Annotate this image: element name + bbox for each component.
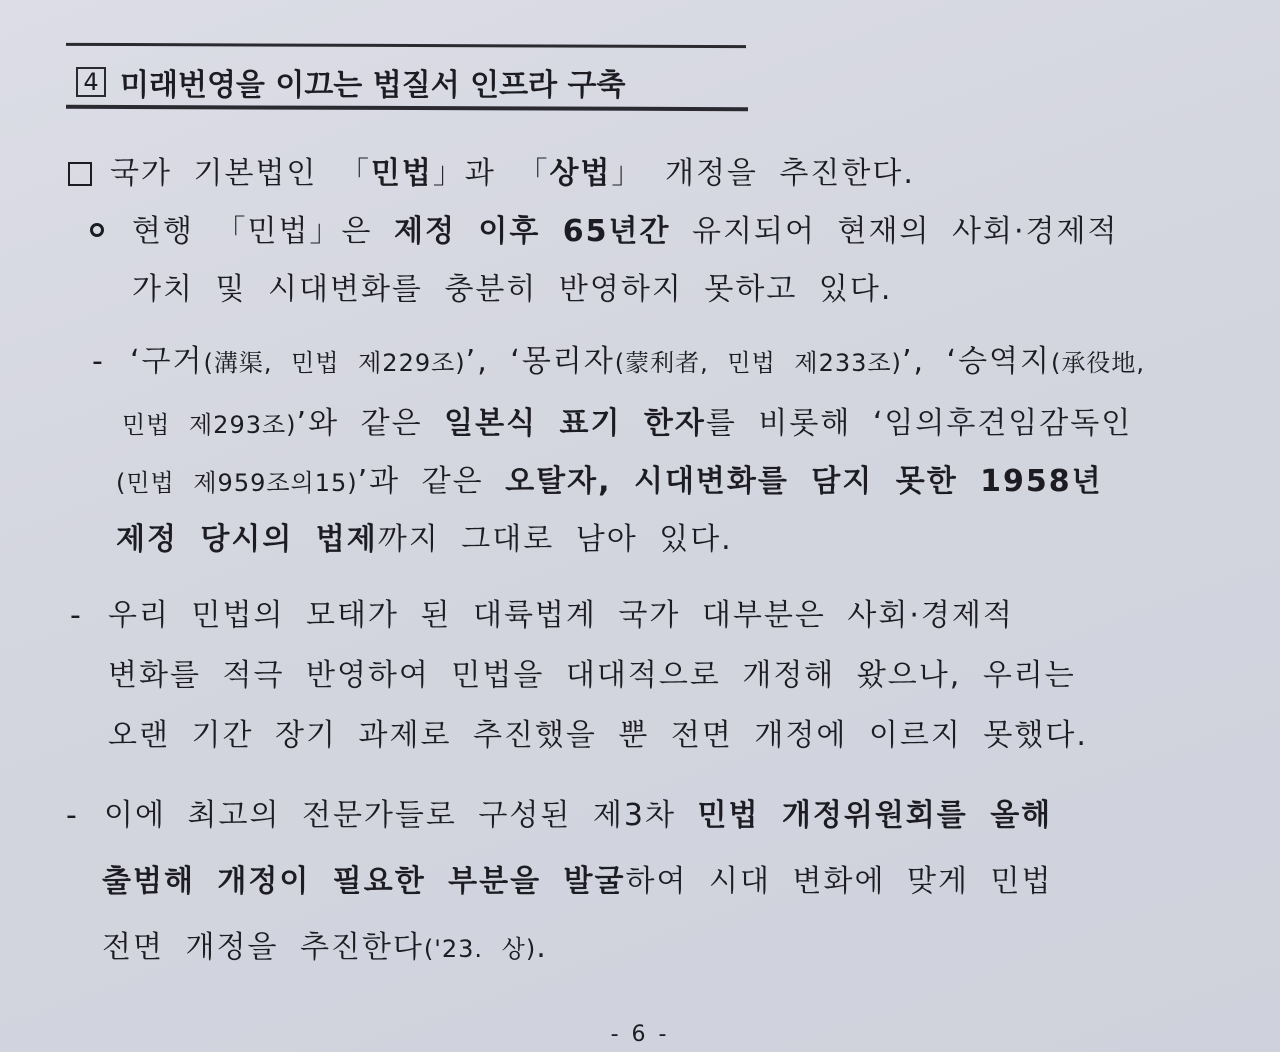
heading-commercial-law: 상법 xyxy=(549,156,612,191)
sub3-line1 xyxy=(66,790,1052,834)
page-number: - 6 - xyxy=(610,1022,670,1047)
sub3-l3-note: ('23. 상) xyxy=(423,935,537,963)
sub3-line3 xyxy=(102,922,548,966)
heading-text-2: 」과 「 xyxy=(432,156,550,191)
sub1-line1 xyxy=(92,336,1145,380)
sub1-l2-note: 민법 제293조) xyxy=(122,411,297,439)
sub1-l1-c: ’, ‘승역지 xyxy=(901,344,1052,379)
section-number: 4 xyxy=(76,67,106,97)
point1-line2: 가치 및 시대변화를 충분히 반영하지 못하고 있다. xyxy=(132,272,893,307)
point1-text-a: 현행 「민법」은 xyxy=(132,214,394,249)
sub1-l1-b: ’, ‘몽리자 xyxy=(465,344,615,379)
point1-text-bold: 제정 이후 65년간 xyxy=(393,214,671,249)
sub1-l2-bold: 일본식 표기 한자 xyxy=(444,406,706,441)
checkbox-square-icon xyxy=(68,162,92,186)
sub2-l1-text: 우리 민법의 모태가 된 대륙법계 국가 대부분은 사회·경제적 xyxy=(108,598,1014,633)
sub1-line3 xyxy=(116,456,1103,500)
heading-text-1: 국가 기본법인 「 xyxy=(110,156,371,191)
sub3-l2-bold: 출범해 개정이 필요한 부분을 발굴 xyxy=(102,864,626,899)
dash-marker: - xyxy=(70,598,83,633)
dash-marker: - xyxy=(92,344,105,379)
sub1-l4-a: 까지 그대로 남아 있다. xyxy=(377,522,733,557)
heading-text-3: 」 개정을 추진한다. xyxy=(611,156,915,191)
sub1-l1-a: ‘구거 xyxy=(130,344,204,379)
sub1-line2 xyxy=(122,398,1132,442)
heading-top-rule xyxy=(66,43,746,48)
sub3-l3-c: . xyxy=(536,930,548,965)
sub3-l1-a: 이에 최고의 전문가들로 구성된 제3차 xyxy=(104,798,698,833)
sub2-line2: 변화를 적극 반영하여 민법을 대대적으로 개정해 왔으나, 우리는 xyxy=(108,658,1076,693)
circle-bullet-icon xyxy=(90,223,104,237)
sub2-line3: 오랜 기간 장기 과제로 추진했을 뿐 전면 개정에 이르지 못했다. xyxy=(108,718,1088,753)
sub2-line1 xyxy=(70,590,1014,634)
heading-bottom-rule xyxy=(66,105,748,111)
sub1-l1-note1: (溝渠, 민법 제229조) xyxy=(203,349,466,377)
sub3-line2 xyxy=(102,856,1052,900)
sub1-l2-c: 를 비롯해 ‘임의후견임감독인 xyxy=(705,406,1133,441)
main-point xyxy=(68,148,915,192)
sub3-l2-a: 하여 시대 변화에 맞게 민법 xyxy=(625,864,1053,899)
sub1-l4-bold: 제정 당시의 법제 xyxy=(116,522,378,557)
sub1-l1-note2: (蒙利者, 민법 제233조) xyxy=(614,349,902,377)
sub1-l3-a: ’과 같은 xyxy=(357,464,506,499)
section-title: 미래번영을 이끄는 법질서 인프라 구축 xyxy=(120,68,626,103)
sub1-l1-note3: (承役地, xyxy=(1051,349,1146,377)
section-heading xyxy=(76,60,625,104)
sub3-l1-bold: 민법 개정위원회를 올해 xyxy=(697,798,1053,833)
dash-marker: - xyxy=(66,798,79,833)
heading-civil-law: 민법 xyxy=(370,156,433,191)
point1-line1 xyxy=(90,206,1118,250)
sub1-l2-a: ’와 같은 xyxy=(296,406,445,441)
point1-text-c: 유지되어 현재의 사회·경제적 xyxy=(670,214,1119,249)
sub1-l3-note: (민법 제959조의15) xyxy=(116,469,358,497)
sub1-l3-bold: 오탈자, 시대변화를 담지 못한 1958년 xyxy=(505,464,1103,499)
sub1-line4 xyxy=(116,514,733,558)
sub3-l3-a: 전면 개정을 추진한다 xyxy=(102,930,424,965)
